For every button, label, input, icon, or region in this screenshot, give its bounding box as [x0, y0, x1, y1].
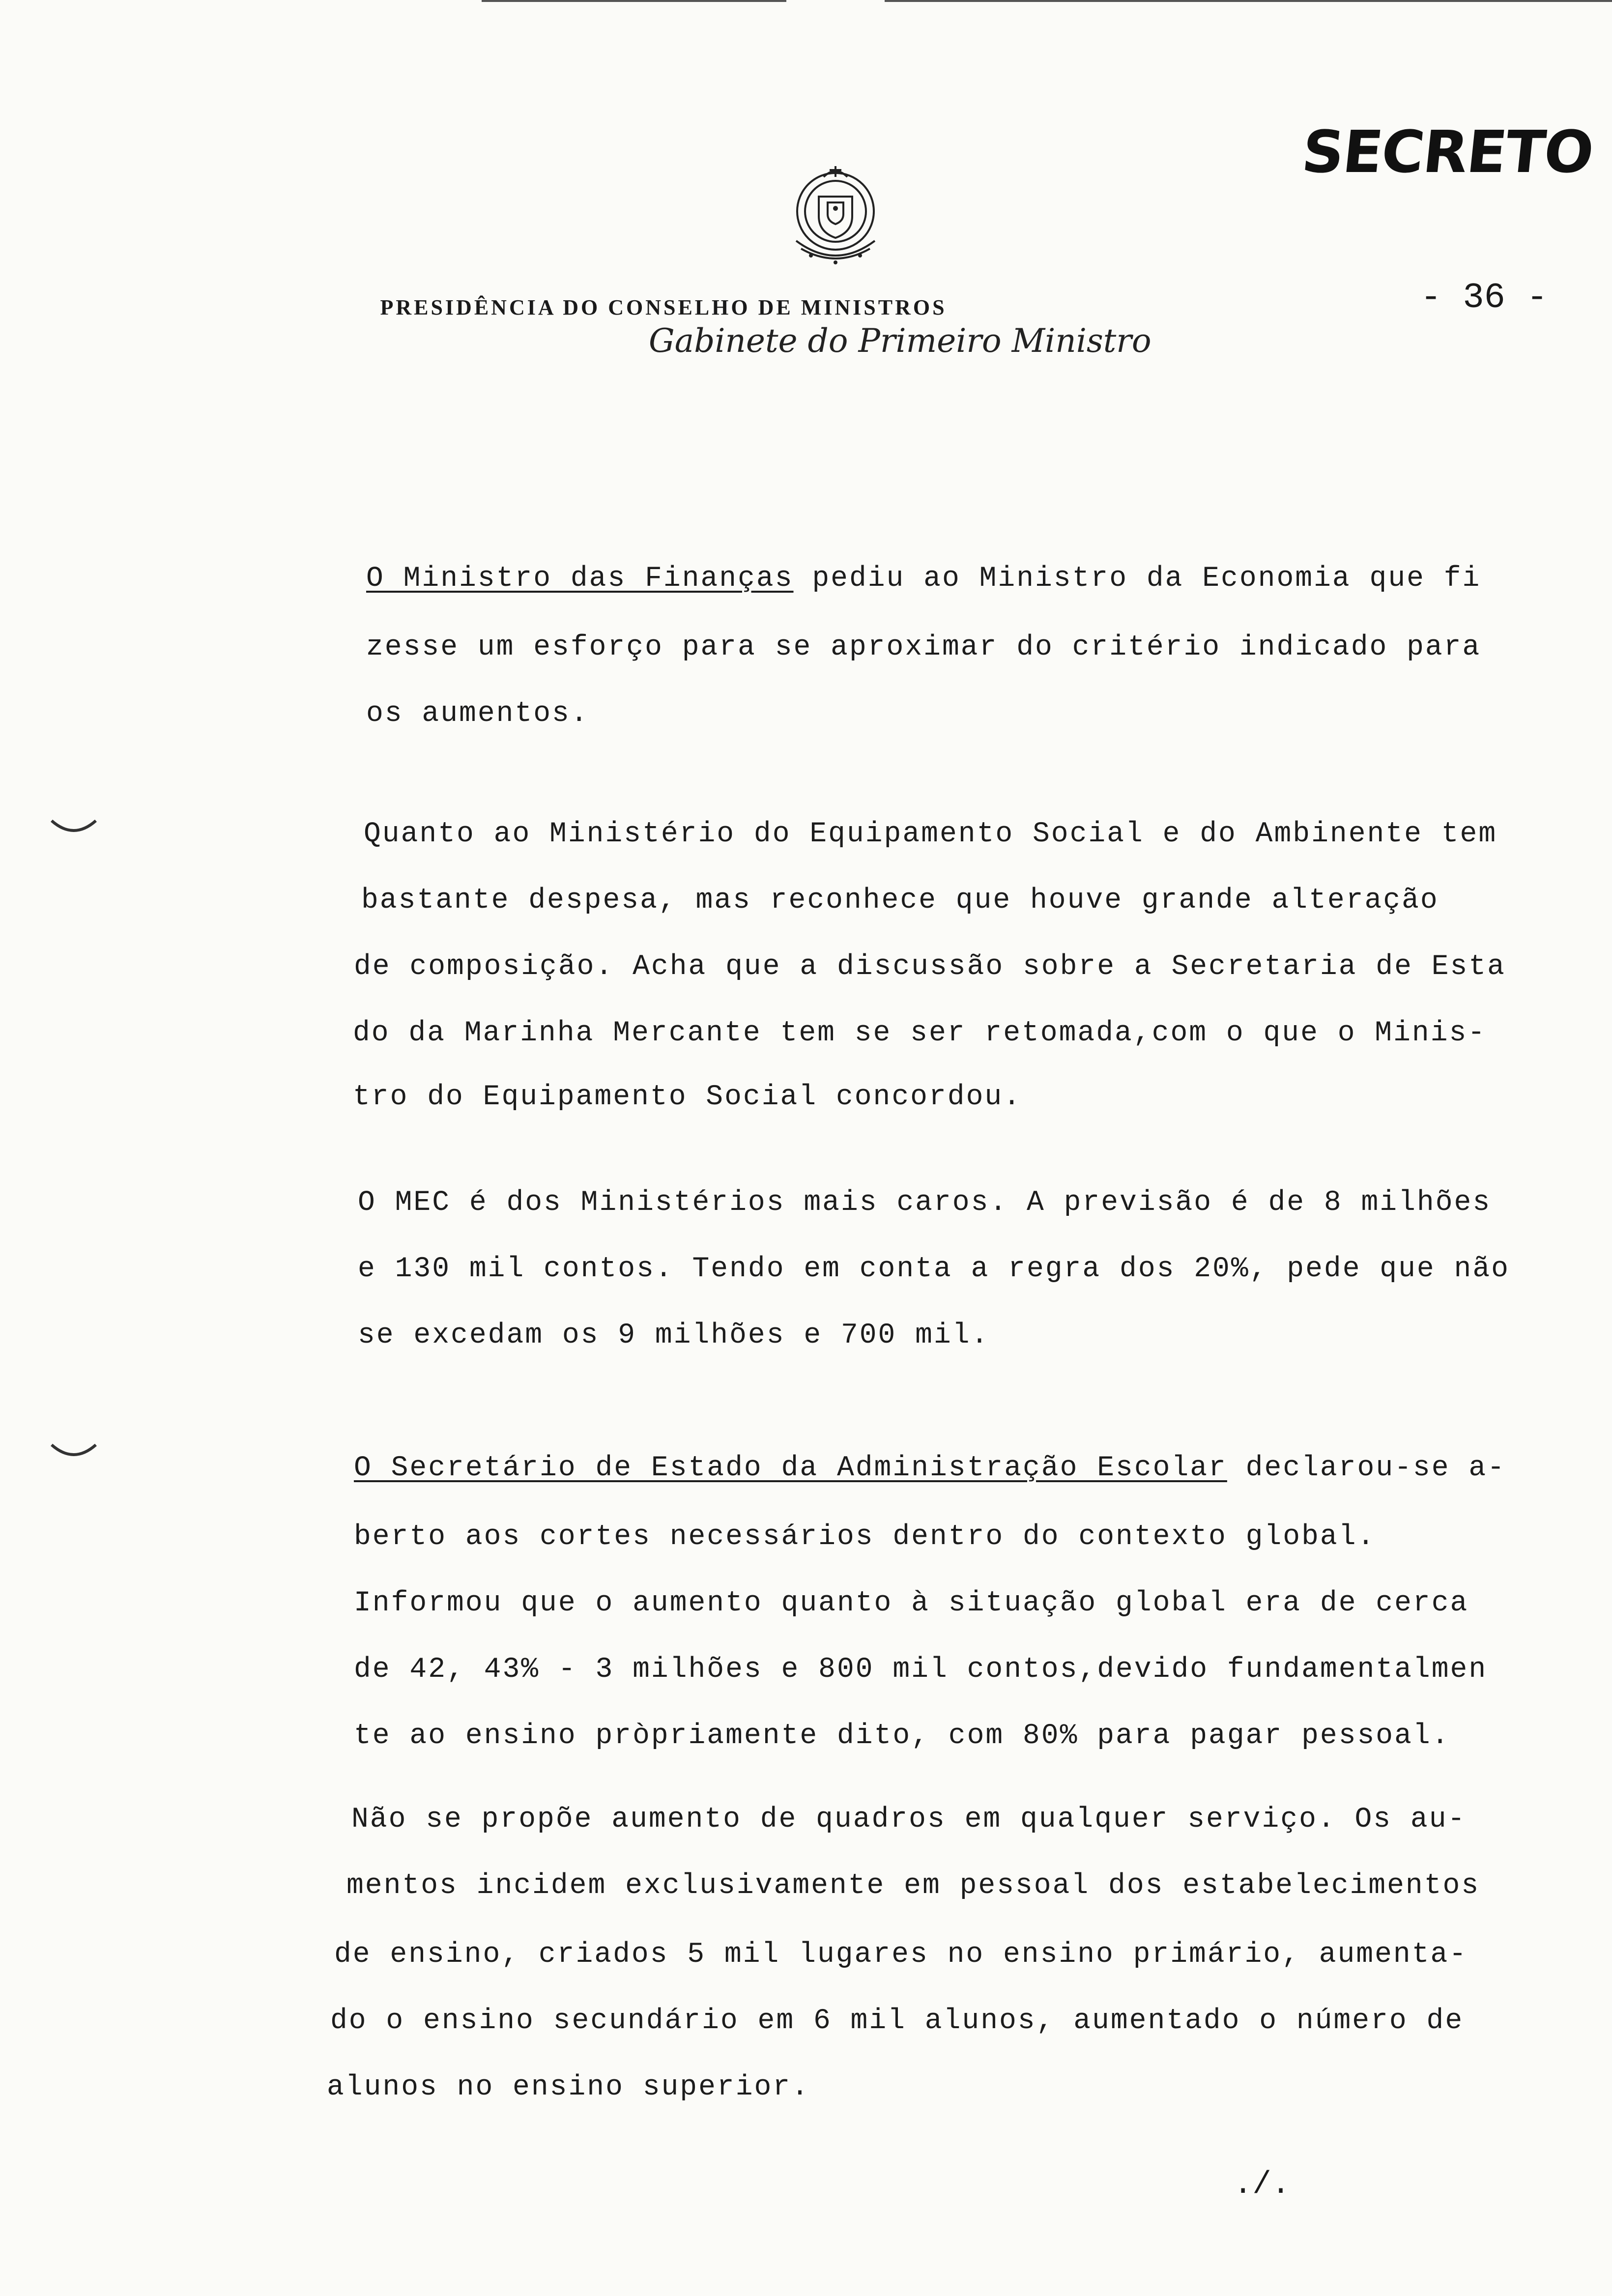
punch-hole-mark — [49, 1440, 98, 1469]
continuation-mark: ./. — [1234, 2167, 1291, 2203]
organization-name: PRESIDÊNCIA DO CONSELHO DE MINISTROS — [380, 295, 947, 319]
underlined-speaker: O Ministro das Finanças — [366, 563, 794, 595]
paragraph-2-line-1: Quanto ao Ministério do Equipamento Social e do Ambinente tem — [364, 818, 1497, 850]
paragraph-1-line-2: zesse um esforço para se aproximar do critério indicado para — [366, 631, 1481, 663]
paragraph-4-line-1: O Secretário de Estado da Administração Escolar declarou-se a- — [354, 1452, 1506, 1484]
paragraph-4-line-2: berto aos cortes necessários dentro do contexto global. — [354, 1521, 1376, 1553]
scan-edge-line — [885, 0, 1612, 2]
paragraph-1-line-1: O Ministro das Finanças pediu ao Ministro da Economia que fi — [366, 563, 1481, 595]
paragraph-3-line-1: O MEC é dos Ministérios mais caros. A previsão é de 8 milhões — [358, 1187, 1492, 1219]
paragraph-4-line-7: mentos incidem exclusivamente em pessoal dos estabelecimentos — [346, 1870, 1480, 1902]
paragraph-4-line-4: de 42, 43% - 3 milhões e 800 mil contos,devido fundamentalmen — [354, 1654, 1488, 1686]
paragraph-4-line-8: de ensino, criados 5 mil lugares no ensino primário, aumenta- — [334, 1939, 1468, 1971]
paragraph-4-line-10: alunos no ensino superior. — [327, 2071, 810, 2103]
paragraph-1-line-3: os aumentos. — [366, 698, 589, 730]
punch-hole-mark — [49, 816, 98, 845]
paragraph-4-line-9: do o ensino secundário em 6 mil alunos, aumentado o número de — [330, 2005, 1464, 2037]
paragraph-3-line-3: se excedam os 9 milhões e 700 mil. — [358, 1320, 990, 1351]
paragraph-4-line-3: Informou que o aumento quanto à situação global era de cerca — [354, 1587, 1469, 1619]
cabinet-subtitle: Gabinete do Primeiro Ministro — [649, 322, 1151, 360]
paragraph-2-line-5: tro do Equipamento Social concordou. — [353, 1081, 1022, 1113]
paragraph-2-line-4: do da Marinha Mercante tem se ser retomada,com o que o Minis- — [353, 1017, 1487, 1049]
coat-of-arms-icon — [777, 157, 894, 275]
paragraph-3-line-2: e 130 mil contos. Tendo em conta a regra dos 20%, pede que não — [358, 1253, 1510, 1285]
page-number: - 36 - — [1420, 278, 1548, 318]
scan-edge-line — [482, 0, 786, 2]
paragraph-4-line-5: te ao ensino pròpriamente dito, com 80% para pagar pessoal. — [354, 1720, 1450, 1752]
paragraph-4-line-6: Não se propõe aumento de quadros em qualquer serviço. Os au- — [351, 1804, 1467, 1836]
secret-stamp: SECRETO — [1298, 118, 1596, 186]
paragraph-2-line-2: bastante despesa, mas reconhece que houve grande alteração — [361, 885, 1439, 917]
paragraph-2-line-3: de composição. Acha que a discussão sobre a Secretaria de Esta — [354, 951, 1506, 983]
underlined-speaker: O Secretário de Estado da Administração Escolar — [354, 1452, 1227, 1484]
